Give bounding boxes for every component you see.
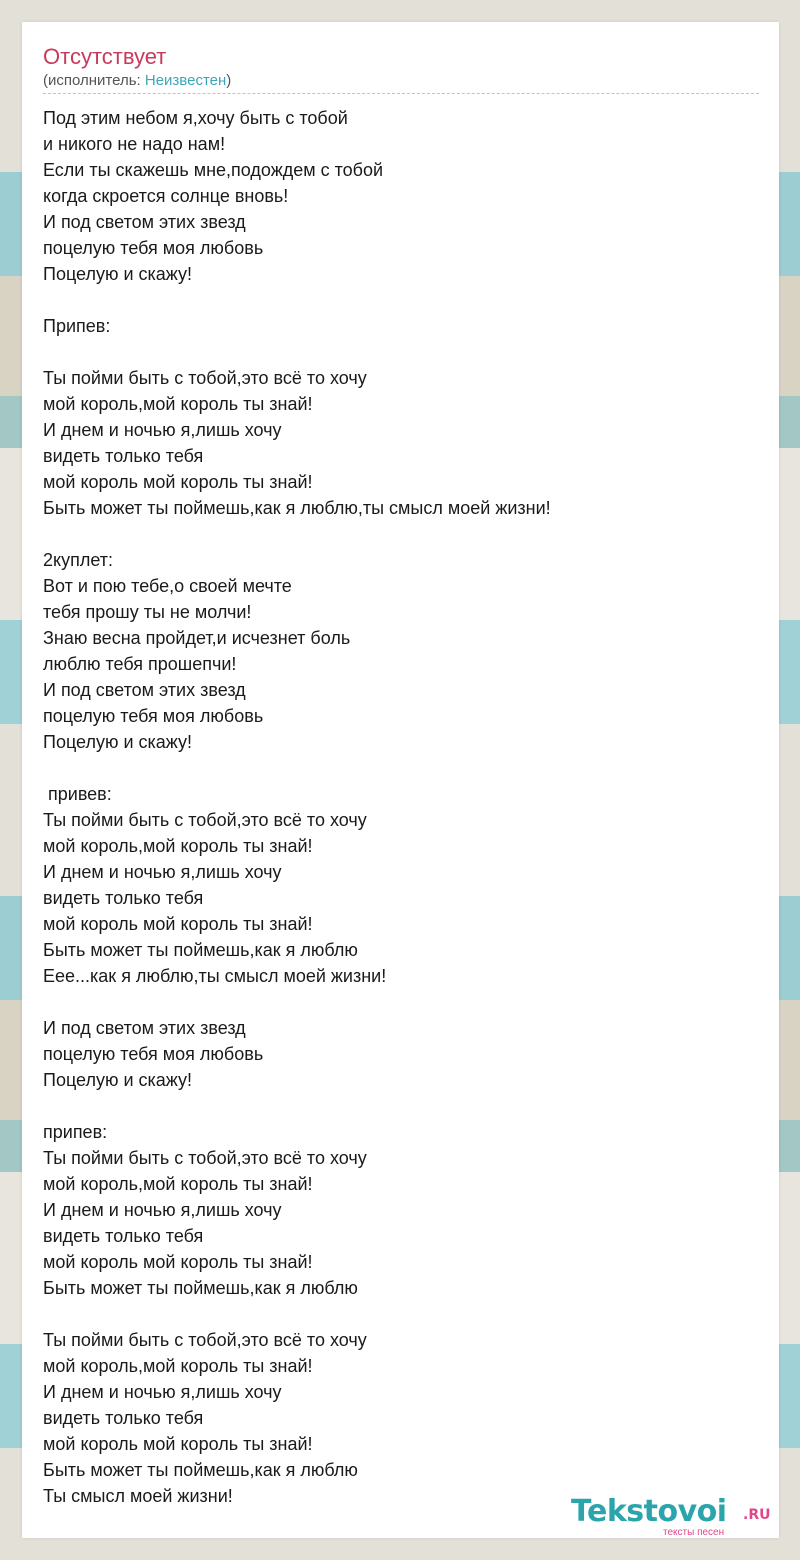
- lyrics-line: поцелую тебя моя любовь: [43, 706, 264, 726]
- lyrics-line: видеть только тебя: [43, 446, 204, 466]
- lyrics-blank-line: [43, 755, 759, 781]
- artist-prefix: (исполнитель:: [43, 72, 145, 89]
- lyrics-line: И днем и ночью я,лишь хочу: [43, 1382, 282, 1402]
- lyrics-line: тебя прошу ты не молчи!: [43, 602, 252, 622]
- lyrics-line: видеть только тебя: [43, 1226, 204, 1246]
- lyrics-line: И днем и ночью я,лишь хочу: [43, 420, 282, 440]
- lyrics-line: Если ты скажешь мне,подождем с тобой: [43, 160, 384, 180]
- lyrics-line: когда скроется солнце вновь!: [43, 186, 289, 206]
- song-title: Отсутствует: [43, 44, 167, 69]
- lyrics-line: Еее...как я люблю,ты смысл моей жизни!: [43, 966, 387, 986]
- lyrics-line: видеть только тебя: [43, 1408, 204, 1428]
- lyrics-line: Ты пойми быть с тобой,это всё то хочу: [43, 1330, 367, 1350]
- artist-link[interactable]: Неизвестен: [144, 72, 227, 89]
- lyrics-line: И под светом этих звезд: [43, 212, 246, 232]
- lyrics-line: мой король,мой король ты знай!: [43, 1356, 313, 1376]
- lyrics-line: Под этим небом я,хочу быть с тобой: [43, 108, 348, 128]
- lyrics-line: мой король,мой король ты знай!: [43, 836, 313, 856]
- logo-wordmark: Tekstovoi: [571, 1494, 727, 1529]
- lyrics-line: Ты смысл моей жизни!: [43, 1486, 233, 1506]
- lyrics-line: видеть только тебя: [43, 888, 204, 908]
- lyrics-card: [22, 22, 779, 1538]
- site-logo[interactable]: [571, 1495, 771, 1539]
- lyrics-line: Ты пойми быть с тобой,это всё то хочу: [43, 810, 367, 830]
- lyrics-line: мой король мой король ты знай!: [43, 1434, 313, 1454]
- lyrics-blank-line: [43, 1301, 759, 1327]
- lyrics-line: Поцелую и скажу!: [43, 264, 193, 284]
- artist-suffix: ): [226, 72, 232, 89]
- lyrics-line: люблю тебя прошепчи!: [43, 654, 237, 674]
- lyrics-line: И днем и ночью я,лишь хочу: [43, 1200, 282, 1220]
- lyrics-line: Быть может ты поймешь,как я люблю: [43, 1278, 358, 1298]
- lyrics-line: Ты пойми быть с тобой,это всё то хочу: [43, 1148, 367, 1168]
- lyrics-line: Поцелую и скажу!: [43, 732, 193, 752]
- lyrics-line: 2куплет:: [43, 550, 113, 570]
- lyrics-line: И под светом этих звезд: [43, 680, 246, 700]
- lyrics-line: Знаю весна пройдет,и исчезнет боль: [43, 628, 351, 648]
- lyrics-line: Вот и пою тебе,о своей мечте: [43, 576, 292, 596]
- lyrics-line: припев:: [43, 1122, 108, 1142]
- logo-tagline: тексты песен: [663, 1527, 725, 1538]
- lyrics-line: мой король мой король ты знай!: [43, 914, 313, 934]
- lyrics-line: мой король,мой король ты знай!: [43, 394, 313, 414]
- lyrics-line: Быть может ты поймешь,как я люблю,ты смысл моей жизни!: [43, 498, 551, 518]
- lyrics-blank-line: [43, 989, 759, 1015]
- lyrics-line: мой король мой король ты знай!: [43, 472, 313, 492]
- lyrics-line: мой король,мой король ты знай!: [43, 1174, 313, 1194]
- lyrics-line: Ты пойми быть с тобой,это всё то хочу: [43, 368, 367, 388]
- lyrics-line: Быть может ты поймешь,как я люблю: [43, 940, 358, 960]
- header-divider: [43, 93, 759, 94]
- lyrics-line: поцелую тебя моя любовь: [43, 1044, 264, 1064]
- lyrics-blank-line: [43, 287, 759, 313]
- lyrics-line: мой король мой король ты знай!: [43, 1252, 313, 1272]
- lyrics-blank-line: [43, 1093, 759, 1119]
- lyrics-line: привев:: [43, 784, 112, 804]
- lyrics-line: Поцелую и скажу!: [43, 1070, 193, 1090]
- logo-tld: .RU: [743, 1507, 771, 1523]
- lyrics-line: Быть может ты поймешь,как я люблю: [43, 1460, 358, 1480]
- lyrics-line: Припев:: [43, 316, 111, 336]
- lyrics-line: поцелую тебя моя любовь: [43, 238, 264, 258]
- lyrics-blank-line: [43, 521, 759, 547]
- artist-line: [43, 72, 231, 90]
- lyrics-line: И под светом этих звезд: [43, 1018, 246, 1038]
- lyrics-text: [43, 105, 759, 1509]
- lyrics-blank-line: [43, 339, 759, 365]
- lyrics-line: и никого не надо нам!: [43, 134, 226, 154]
- lyrics-line: И днем и ночью я,лишь хочу: [43, 862, 282, 882]
